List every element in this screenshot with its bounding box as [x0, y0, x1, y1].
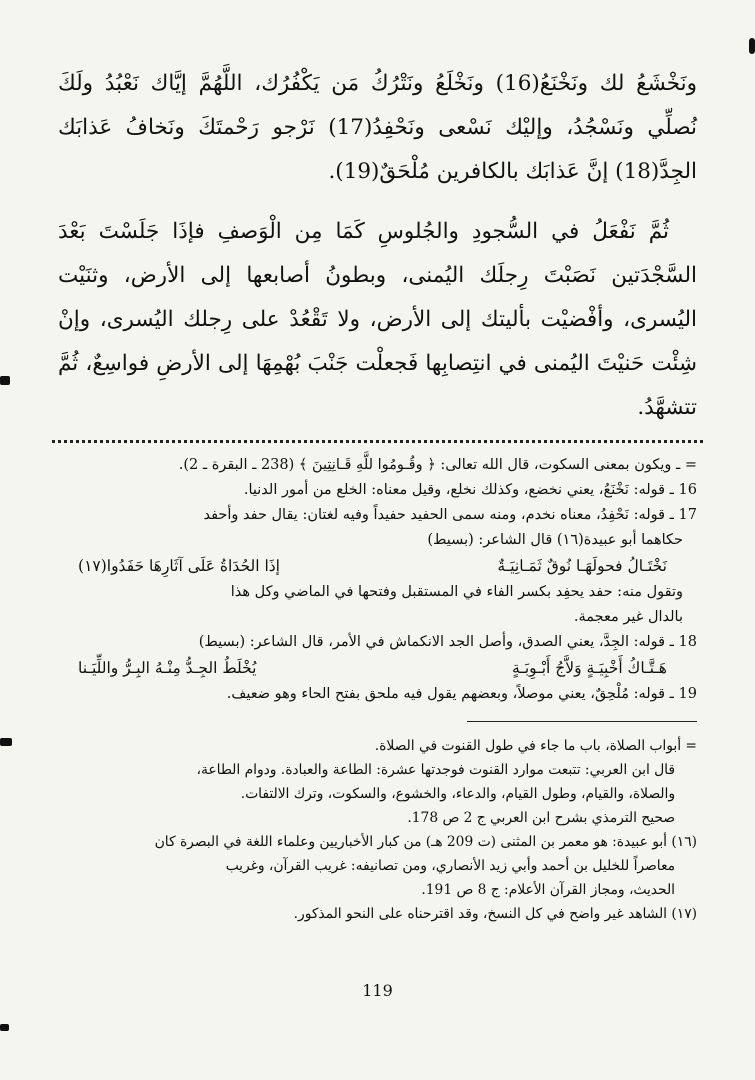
footnote-16: 16 ـ قوله: نَخْنَعُ، يعني نخضع، وكذلك نخلع، وقيل معناه: الخلع من أمور الدنيا. — [243, 482, 697, 498]
scan-mark — [0, 1024, 9, 1031]
verse-hemistich: إذَا الحُدَاةُ عَلَى آثَارِهَا حَفَدُوا(١٧) — [78, 557, 280, 575]
footnotes — [58, 453, 697, 707]
endnote: = أبواب الصلاة، باب ما جاء في طول القنوت في الصلاة. — [374, 738, 697, 754]
endnote: قال ابن العربي: تتبعت موارد القنوت فوجدتها عشرة: الطاعة والعبادة. ودوام الطاعة، — [196, 762, 675, 778]
footnote-17-cont: حكاهما أبو عبيدة(١٦) قال الشاعر: (بسيط) — [427, 532, 683, 548]
endnote: صحيح الترمذي بشرح ابن العربي ج 2 ص 178. — [407, 810, 675, 826]
page-body — [58, 62, 697, 926]
endnote: (١٦) أبو عبيدة: هو معمر بن المثنى (ت 209 هـ) من كبار الأخباريين وعلماء اللغة في البصرة كان — [154, 834, 697, 850]
dotted-separator — [52, 440, 703, 443]
footnote-17-cont: وتقول منه: حفد يحفِد بكسر الفاء في المستقبل وفتحها في الماضي وكل هذا — [230, 584, 683, 600]
footnote-18: 18 ـ قوله: الجِدَّ، يعني الصدق، وأصل الجد الانكماش في الأمر، قال الشاعر: (بسيط) — [198, 634, 697, 650]
main-text — [58, 62, 697, 430]
main-paragraph: ثُمَّ نَفْعَلُ في السُّجودِ والجُلوسِ كَمَا مِن الْوَصفِ فإذَا جَلَسْتَ بَعْدَ السَّجْدَتين نَصَبْتَ رِجلَك اليُمنى، وبطونُ أصابعها إلى الأرض، وثنَيْت اليُسرى، وأفْضيْت بأليتك إلى الأرض، ولا تَقْعُدْ على رِجلك اليُسرى، وإنْ شِئْت حَنيْتَ اليُمنى في انتِصابِها فَجعلْت جَنْبَ بُهْمِهَا إلى الأرضِ فواسِعٌ، ثُمَّ تتشهَّدُ. — [58, 219, 697, 420]
footnote-17-cont: بالدال غير معجمة. — [573, 609, 683, 625]
footnote-17: 17 ـ قوله: نَحْفِدُ، معناه نخدم، ومنه سمى الحفيد حفيداً وفيه لغتان: يقال حفد وأحفد — [203, 507, 697, 523]
scan-mark — [749, 38, 755, 54]
endnote: والصلاة، والقيام، وطول القيام، والدعاء، والخشوع، والسكوت، وترك الالتفات. — [240, 786, 675, 802]
scan-mark — [0, 376, 10, 385]
verse-hemistich: نَخْتَـالُ فحولَهَـا نُوقٌ ثَمَـانِيَـةٌ — [497, 557, 667, 575]
endnotes — [58, 734, 697, 926]
page-number: 119 — [362, 981, 393, 1000]
endnote: الحديث، ومجاز القرآن الأعلام: ج 8 ص 191. — [421, 882, 675, 898]
solid-separator — [467, 721, 697, 722]
footnote-intro: = ـ ويكون بمعنى السكوت، قال الله تعالى: ﴿ وقُـومُوا للَّهِ قَـانِتِينَ ﴾ (238 ـ البقرة ـ 2). — [178, 457, 697, 473]
footnote-19: 19 ـ قوله: مُلْحِقٌ، يعني موصلاً، وبعضهم يقول فيه ملحق بفتح الحاء وهو ضعيف. — [226, 686, 697, 702]
verse-hemistich: هَـتَّـاكُ أَخْبِيَـةٍ وَلاَّجُ أَبْـوِبَـةٍ — [512, 659, 667, 677]
verse-hemistich: يُخْلَطُ الجِـدُّ مِنْـهُ البِـرُّ واللِّيَـنا — [78, 659, 257, 677]
endnote: معاصراً للخليل بن أحمد وأبي زيد الأنصاري، ومن تصانيفه: غريب القرآن، وغريب — [225, 858, 675, 874]
scan-mark — [0, 738, 12, 746]
poem-verse — [58, 655, 697, 682]
endnote: (١٧) الشاهد غير واضح في كل النسخ، وقد اقترحناه على النحو المذكور. — [293, 906, 697, 922]
main-paragraph: ونَخْشَعُ لك ونَخْنَعُ(16) ونَخْلَعُ ونَتْرُكُ مَن يَكْفُرُك، اللَّهُمَّ إيَّاك نَعْبُدُ ولَكَ نُصلِّي ونَسْجُدُ، وإليْك نَسْعى ونَحْفِدُ(17) نَرْجو رَحْمتَكَ ونَخافُ عَذابَك الجِدَّ(18) إنَّ عَذابَك بالكافرين مُلْحَقٌ(19). — [58, 71, 698, 184]
poem-verse — [58, 553, 697, 580]
